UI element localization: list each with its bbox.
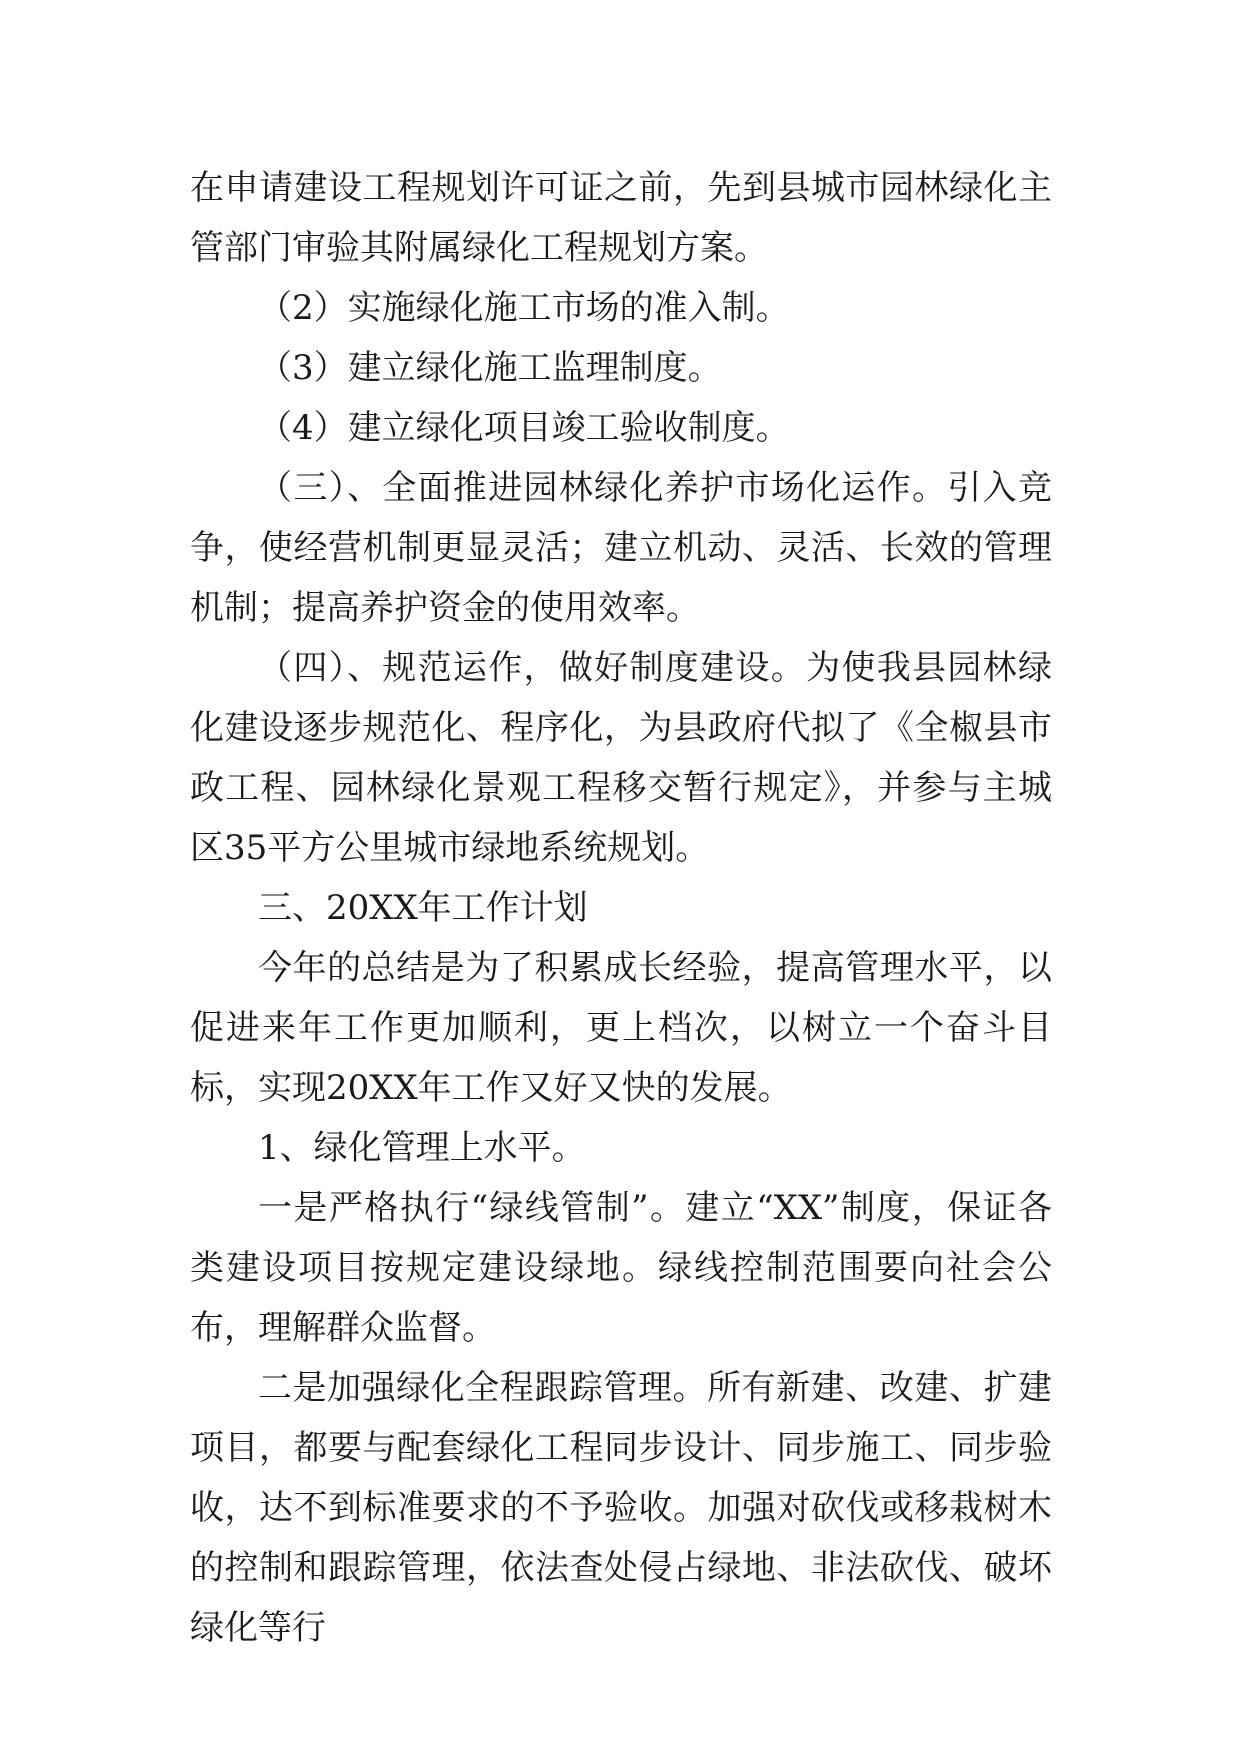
- paragraph-1: 在申请建设工程规划许可证之前，先到县城市园林绿化主管部门审验其附属绿化工程规划方案。: [190, 168, 1052, 268]
- paragraph-2: （2）实施绿化施工市场的准入制。: [258, 288, 790, 328]
- document-body: [190, 158, 1052, 1658]
- paragraph-11: 二是加强绿化全程跟踪管理。所有新建、改建、扩建项目，都要与配套绿化工程同步设计、同步施工、同步验收，达不到标准要求的不予验收。加强对砍伐或移栽树木的控制和跟踪管理，依法查处侵占绿地、非法砍伐、破坏绿化等行: [190, 1368, 1052, 1648]
- paragraph-3: （3）建立绿化施工监理制度。: [258, 348, 722, 388]
- paragraph-8: 今年的总结是为了积累成长经验，提高管理水平，以促进来年工作更加顺利，更上档次，以树立一个奋斗目标，实现20XX年工作又好又快的发展。: [190, 948, 1052, 1108]
- section-heading: 三、20XX年工作计划: [258, 888, 588, 928]
- paragraph-6: （四）、规范运作，做好制度建设。为使我县园林绿化建设逐步规范化、程序化，为县政府代拟了《全椒县市政工程、园林绿化景观工程移交暂行规定》，并参与主城区35平方公里城市绿地系统规划。: [190, 648, 1052, 868]
- paragraph-4: （4）建立绿化项目竣工验收制度。: [258, 408, 790, 448]
- paragraph-5: （三）、全面推进园林绿化养护市场化运作。引入竞争，使经营机制更显灵活；建立机动、灵活、长效的管理机制；提高养护资金的使用效率。: [190, 468, 1052, 628]
- subheading-1: 1、绿化管理上水平。: [258, 1128, 586, 1168]
- paragraph-10: 一是严格执行“绿线管制”。建立“XX”制度，保证各类建设项目按规定建设绿地。绿线控制范围要向社会公布，理解群众监督。: [190, 1188, 1052, 1348]
